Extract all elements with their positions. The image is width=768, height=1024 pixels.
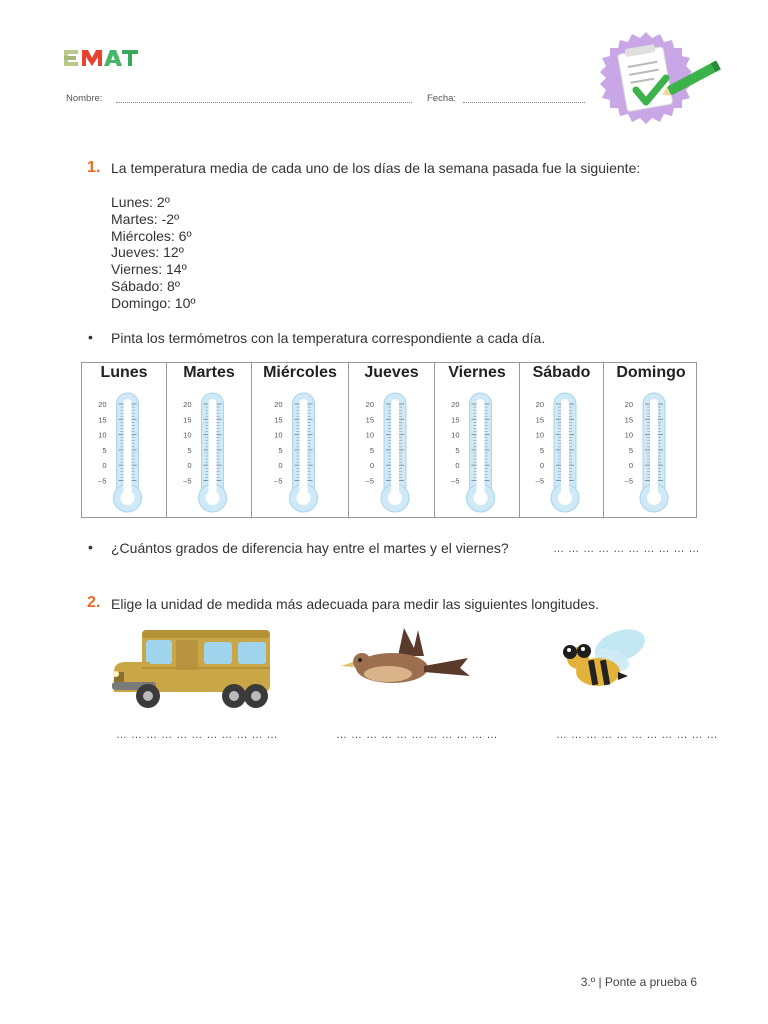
scale-label: 10 <box>183 430 192 440</box>
scale-label: –5 <box>183 476 192 486</box>
bee-image <box>558 626 648 690</box>
scale-label: 20 <box>451 400 460 409</box>
scale-label: –5 <box>365 476 374 486</box>
thermometer-column <box>82 363 167 517</box>
temperature-item: Jueves: 12º <box>111 244 184 261</box>
difference-answer-field[interactable]: … … … … … … … … … … <box>553 543 701 555</box>
scale-label: 0 <box>539 461 544 471</box>
scale-label: –5 <box>98 476 107 486</box>
thermometer-column <box>435 363 520 517</box>
instruction-paint-thermometers: Pinta los termómetros con la temperatura correspondiente a cada día. <box>111 330 546 346</box>
scale-label: 15 <box>98 415 107 425</box>
temperature-list <box>111 194 196 312</box>
thermometer-icon[interactable] <box>82 387 167 517</box>
emat-logo <box>64 47 144 69</box>
temperature-item: Martes: -2º <box>111 210 180 227</box>
scale-label: 0 <box>369 461 374 471</box>
scale-label: –5 <box>451 476 460 486</box>
scale-label: 20 <box>365 400 374 409</box>
thermometer-column <box>604 363 698 517</box>
bullet-icon: • <box>88 329 93 345</box>
temperature-item: Lunes: 2º <box>111 194 170 210</box>
bus-image <box>110 628 274 710</box>
scale-label: 20 <box>535 400 544 409</box>
thermometer-icon[interactable] <box>349 387 435 517</box>
thermometer-icon[interactable] <box>604 387 698 517</box>
question-1-text: La temperatura media de cada uno de los días de la semana pasada fue la siguiente: <box>111 160 641 176</box>
scale-label: 5 <box>455 445 460 455</box>
scale-label: 10 <box>535 430 544 440</box>
day-label: Martes <box>183 364 235 381</box>
bee-answer-field[interactable]: … … … … … … … … … … … <box>556 729 719 741</box>
scale-label: 5 <box>278 445 283 455</box>
scale-label: 0 <box>455 461 460 471</box>
scale-label: 5 <box>102 445 107 455</box>
checklist-badge-icon <box>596 28 728 134</box>
question-1-number: 1. <box>87 159 101 176</box>
scale-label: 20 <box>624 400 633 409</box>
scale-label: –5 <box>535 476 544 486</box>
name-field[interactable] <box>116 102 412 103</box>
question-2-text: Elige la unidad de medida más adecuada para medir las siguientes longitudes. <box>111 596 599 612</box>
scale-label: 15 <box>451 415 460 425</box>
scale-label: 10 <box>274 430 283 440</box>
scale-label: 20 <box>98 400 107 409</box>
scale-label: 5 <box>369 445 374 455</box>
day-label: Miércoles <box>263 364 337 381</box>
scale-label: 15 <box>183 415 192 425</box>
date-field[interactable] <box>463 102 585 103</box>
scale-label: 0 <box>628 461 633 471</box>
temperature-item: Sábado: 8º <box>111 277 180 294</box>
scale-label: –5 <box>274 476 283 486</box>
question-difference-text: ¿Cuántos grados de diferencia hay entre el martes y el viernes? <box>111 540 509 556</box>
bullet-icon: • <box>88 539 93 555</box>
day-label: Jueves <box>364 364 419 381</box>
scale-label: 15 <box>365 415 374 425</box>
thermometer-column <box>520 363 604 517</box>
thermometer-column <box>252 363 349 517</box>
bird-image <box>338 626 472 690</box>
thermometer-icon[interactable] <box>435 387 520 517</box>
scale-label: –5 <box>624 476 633 486</box>
day-label: Sábado <box>532 364 591 381</box>
scale-label: 5 <box>539 445 544 455</box>
scale-label: 20 <box>183 400 192 409</box>
scale-label: 15 <box>624 415 633 425</box>
bus-answer-field[interactable]: … … … … … … … … … … … <box>116 729 279 741</box>
temperature-item: Viernes: 14º <box>111 261 187 278</box>
scale-label: 15 <box>535 415 544 425</box>
scale-label: 15 <box>274 415 283 425</box>
day-label: Domingo <box>616 364 686 381</box>
thermometer-icon[interactable] <box>252 387 349 517</box>
question-2-number: 2. <box>87 594 101 611</box>
scale-label: 5 <box>187 445 192 455</box>
thermometer-icon[interactable] <box>520 387 604 517</box>
day-label: Lunes <box>100 364 148 381</box>
thermometer-column <box>349 363 435 517</box>
temperature-item: Miércoles: 6º <box>111 227 192 244</box>
scale-label: 10 <box>624 430 633 440</box>
thermometer-icon[interactable] <box>167 387 252 517</box>
scale-label: 10 <box>365 430 374 440</box>
scale-label: 5 <box>628 445 633 455</box>
scale-label: 0 <box>278 461 283 471</box>
scale-label: 0 <box>187 461 192 471</box>
scale-label: 10 <box>451 430 460 440</box>
thermometer-table <box>81 362 697 518</box>
bird-answer-field[interactable]: … … … … … … … … … … … <box>336 729 499 741</box>
thermometer-column <box>167 363 252 517</box>
scale-label: 10 <box>98 430 107 440</box>
temperature-item: Domingo: 10º <box>111 294 196 311</box>
name-label: Nombre: <box>66 93 103 104</box>
page-footer: 3.º | Ponte a prueba 6 <box>580 975 697 989</box>
scale-label: 0 <box>102 461 107 471</box>
scale-label: 20 <box>274 400 283 409</box>
date-label: Fecha: <box>427 93 457 104</box>
day-label: Viernes <box>448 364 506 381</box>
